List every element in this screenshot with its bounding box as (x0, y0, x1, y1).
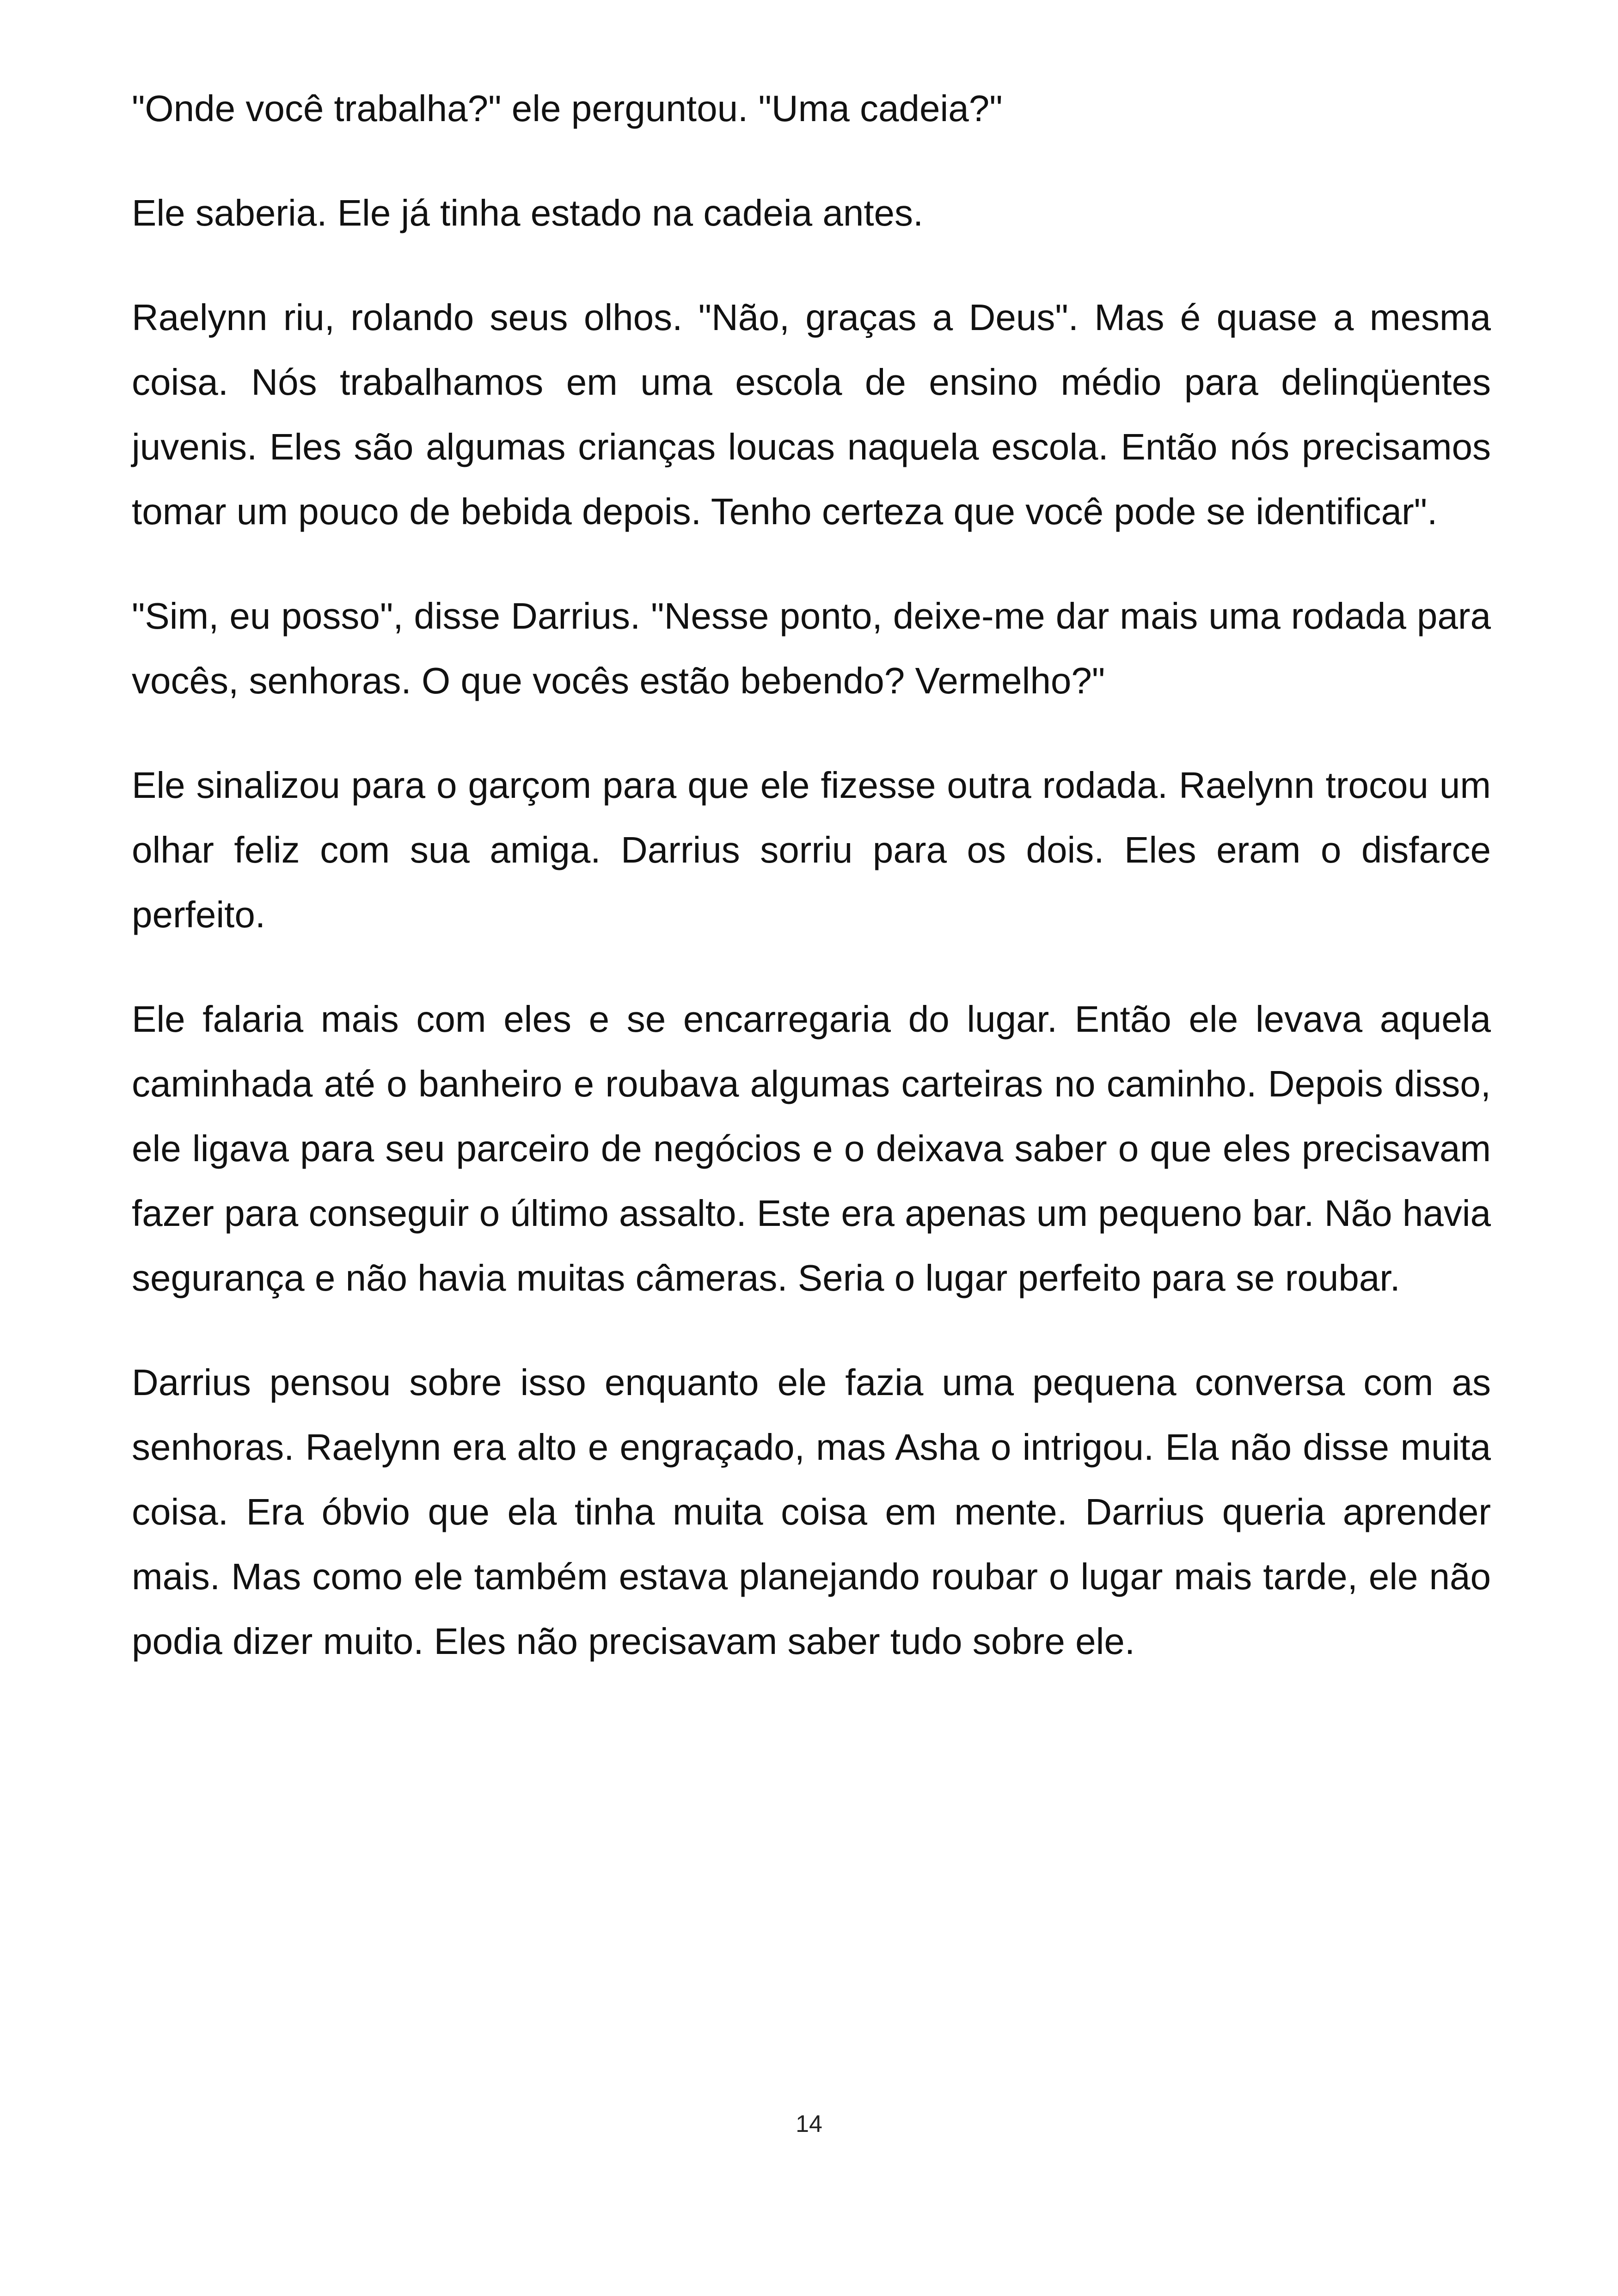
paragraph-3: Raelynn riu, rolando seus olhos. "Não, graças a Deus". Mas é quase a mesma coisa. Nós trabalhamos em uma escola de ensino médio para delinqüentes juvenis. Eles são algumas crianças loucas naquela escola. Então nós precisamos tomar um pouco de bebida depois. Tenho certeza que você pode se identificar". (132, 297, 1491, 532)
paragraph-6: Ele falaria mais com eles e se encarregaria do lugar. Então ele levava aquela caminhada até o banheiro e roubava algumas carteiras no caminho. Depois disso, ele ligava para seu parceiro de negócios e o deixava saber o que eles precisavam fazer para conseguir o último assalto. Este era apenas um pequeno bar. Não havia segurança e não havia muitas câmeras. Seria o lugar perfeito para se roubar. (132, 998, 1491, 1298)
paragraph-7: Darrius pensou sobre isso enquanto ele fazia uma pequena conversa com as senhoras. Raelynn era alto e engraçado, mas Asha o intrigou. Ela não disse muita coisa. Era óbvio que ela tinha muita coisa em mente. Darrius queria aprender mais. Mas como ele também estava planejando roubar o lugar mais tarde, ele não podia dizer muito. Eles não precisavam saber tudo sobre ele. (132, 1362, 1491, 1662)
body-text (132, 76, 1491, 1714)
paragraph-2: Ele saberia. Ele já tinha estado na cadeia antes. (132, 192, 924, 233)
paragraph-5: Ele sinalizou para o garçom para que ele fizesse outra rodada. Raelynn trocou um olhar feliz com sua amiga. Darrius sorriu para os dois. Eles eram o disfarce perfeito. (132, 765, 1491, 935)
paragraph-4: "Sim, eu posso", disse Darrius. "Nesse ponto, deixe-me dar mais uma rodada para vocês, senhoras. O que vocês estão bebendo? Vermelho?" (132, 595, 1491, 701)
page-number: 14 (796, 2111, 822, 2137)
paragraph-1: "Onde você trabalha?" ele perguntou. "Uma cadeia?" (132, 88, 1003, 129)
